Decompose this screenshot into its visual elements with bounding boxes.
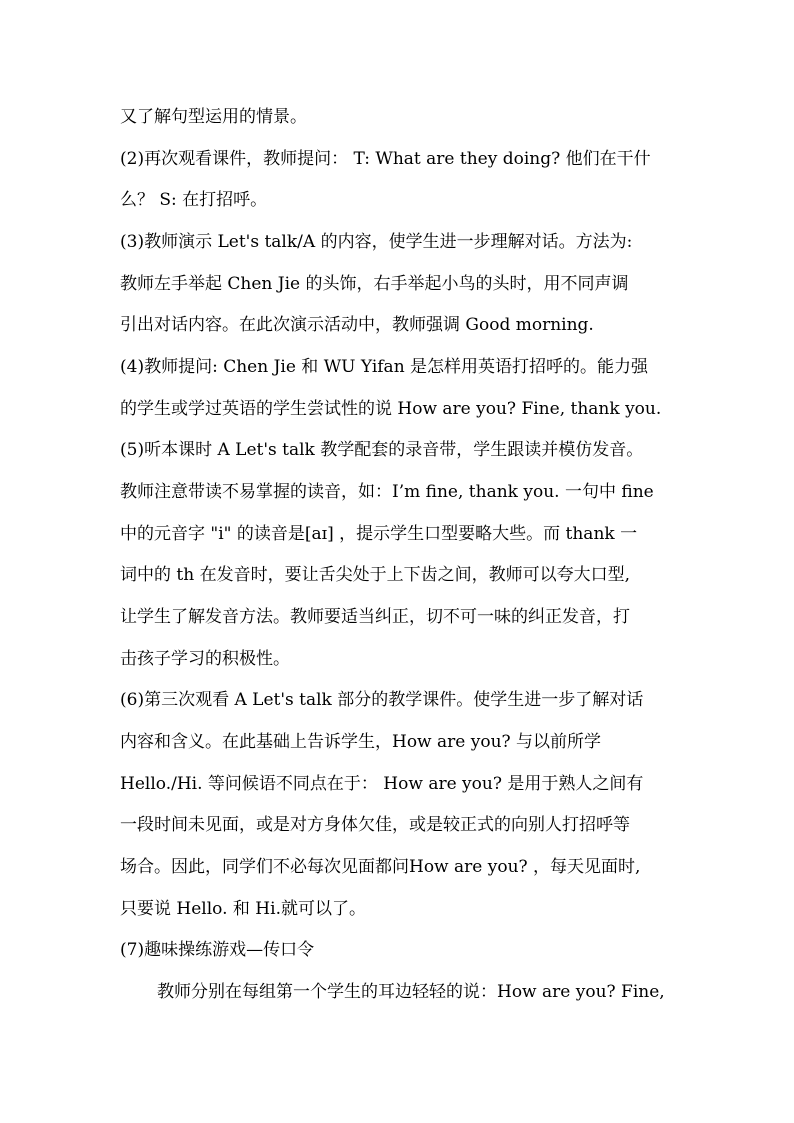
text-line: 词中的 th 在发音时，要让舌尖处于上下齿之间，教师可以夸大口型, [120,565,630,585]
text-line: 教师分别在每组第一个学生的耳边轻轻的说：How are you? Fine, [157,982,665,1002]
text-line: 中的元音字 "i" 的读音是[aɪ] ，提示学生口型要略大些。而 thank 一 [120,524,638,544]
text-line: 一段时间未见面，或是对方身体欠佳，或是较正式的向别人打招呼等 [120,815,630,835]
text-line: 引出对话内容。在此次演示活动中，教师强调 Good morning. [120,315,594,335]
text-line: (4)教师提问: Chen Jie 和 WU Yifan 是怎样用英语打招呼的。能力强 [120,357,649,377]
text-line: (7)趣味操练游戏—传口令 [120,940,315,960]
text-line: 只要说 Hello. 和 Hi.就可以了。 [120,899,366,919]
text-line: 让学生了解发音方法。教师要适当纠正，切不可一味的纠正发音，打 [120,607,630,627]
text-line: 么？ S: 在打招呼。 [120,190,268,210]
text-line: 教师左手举起 Chen Jie 的头饰，右手举起小鸟的头时，用不同声调 [120,274,629,294]
text-line: 内容和含义。在此基础上告诉学生，How are you? 与以前所学 [120,732,602,752]
text-line: (6)第三次观看 A Let's talk 部分的教学课件。使学生进一步了解对话 [120,690,644,710]
text-line: (3)教师演示 Let's talk/A 的内容，使学生进一步理解对话。方法为: [120,232,633,252]
text-line: 击孩子学习的积极性。 [120,649,290,669]
text-line: Hello./Hi. 等问候语不同点在于： How are you? 是用于熟人之间有 [120,774,644,794]
text-line: 的学生或学过英语的学生尝试性的说 How are you? Fine, thank you. [120,399,662,419]
text-line: 又了解句型运用的情景。 [120,107,307,127]
text-line: 教师注意带读不易掌握的读音，如：I’m fine, thank you. 一句中 fine [120,482,654,502]
text-line: 场合。因此，同学们不必每次见面都问How are you? ，每天见面时, [120,857,641,877]
text-line: (2)再次观看课件，教师提问： T: What are they doing? 他们在干什 [120,149,651,169]
text-line: (5)听本课时 A Let's talk 教学配套的录音带，学生跟读并模仿发音。 [120,440,644,460]
